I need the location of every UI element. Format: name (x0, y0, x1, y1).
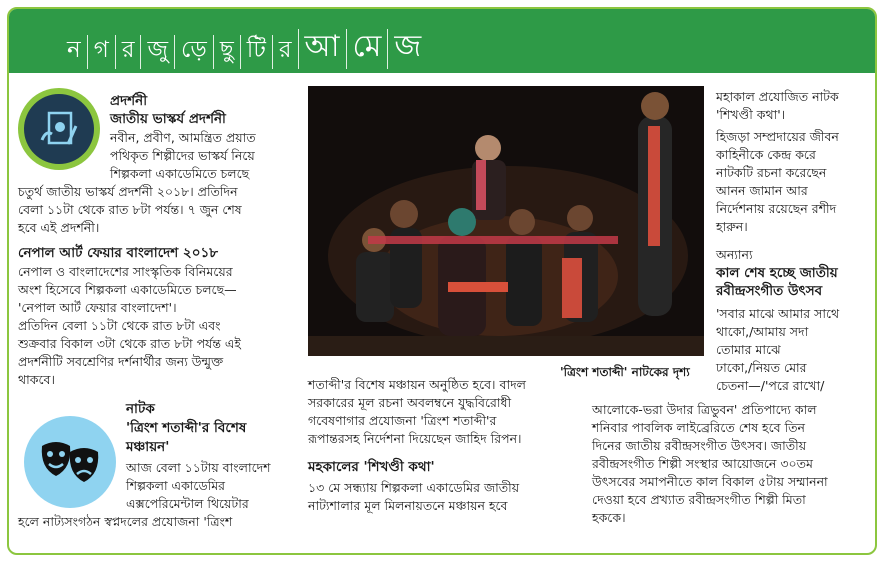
middle-line: সরকারের মূল রচনা অবলম্বনে যুদ্ধবিরোধী (308, 395, 512, 410)
festival-line: হককে। (592, 510, 626, 525)
theatre-masks-icon (24, 416, 116, 508)
header-letter: ড়ে (174, 35, 213, 69)
quote-line: 'সবার মাঝে আমার সাথে (716, 306, 840, 321)
quote-line: তোমার মাঝে (716, 342, 781, 357)
drama-section-title: নাটক (126, 401, 155, 417)
drama-title: মঞ্চায়ন' (126, 439, 170, 455)
right-line: আনন জামান আর (716, 183, 808, 198)
right-line: 'শিখণ্ডী কথা'। (716, 107, 786, 122)
festival-title: কাল শেষ হচ্ছে জাতীয় (716, 265, 838, 281)
drama-line: শিল্পকলা একাডেমির (126, 478, 226, 493)
nepal-line: নেপাল ও বাংলাদেশের সাংস্কৃতিক বিনিময়ের (18, 264, 233, 279)
festival-line: দিনের জাতীয় রবীন্দ্রসংগীত উৎসব। জাতীয় (592, 438, 807, 453)
quote-line: থাকো,/আমায় সদা (716, 324, 809, 339)
header-letter: র (115, 35, 141, 69)
mohakal-title: মহকালের 'শিখণ্ডী কথা' (308, 459, 435, 475)
header-letter: র (272, 35, 298, 69)
nepal-line: অংশ হিসেবে শিল্পকলা একাডেমিতে চলছে— (18, 282, 237, 297)
nepal-line: থাকবে। (18, 372, 55, 387)
right-line: নাটকটি রচনা করেছেন (716, 165, 827, 180)
header-title (61, 25, 427, 69)
header-letter: গ (87, 35, 115, 69)
header-letter: টি (240, 35, 272, 69)
right-line: হিজড়া সম্প্রদায়ের জীবন (716, 129, 839, 144)
stage-photo (308, 86, 704, 356)
nepal-line: প্রদর্শনীটি সবশ্রেণির দর্শনার্থীর জন্য উন্মুক্ত (18, 354, 224, 369)
exhibition-line: বেলা ১১টা থেকে রাত ৮টা পর্যন্ত। ৭ জুন শেষ (18, 202, 242, 217)
festival-line: শনিবার পাবলিক লাইব্রেরিতে শেষ হবে তিন (592, 420, 805, 435)
festival-line: উৎসবের সমাপনীতে কাল বিকাল ৫টায় সম্মাননা (592, 474, 828, 489)
festival-title: রবীন্দ্রসংগীত উৎসব (716, 283, 823, 299)
right-line: হারুন। (716, 219, 748, 234)
right-line: নির্দেশনায় রয়েছেন রশীদ (716, 201, 837, 216)
exhibition-title: জাতীয় ভাস্কর্য প্রদর্শনী (110, 111, 226, 127)
drama-line: আজ বেলা ১১টায় বাংলাদেশ (126, 460, 271, 475)
header-bar (9, 9, 875, 73)
middle-line: রূপান্তরসহ নির্দেশনা দিয়েছেন জাহিদ রিপন। (308, 431, 522, 446)
header-letter: ন (67, 37, 81, 63)
exhibition-line: পথিকৃত শিল্পীদের ভাস্কর্য নিয়ে (110, 148, 255, 163)
exhibition-line: নবীন, প্রবীণ, আমন্ত্রিত প্রয়াত (110, 130, 256, 145)
quote-line: ঢাকো,/নিয়ত মোর (716, 360, 807, 375)
middle-line: শতাব্দী'র বিশেষ মঞ্চায়ন অনুষ্ঠিত হবে। বাদল (308, 377, 526, 392)
exhibition-section-title: প্রদর্শনী (110, 93, 148, 109)
header-letter: ছু (213, 35, 240, 69)
nepal-fair-title: নেপাল আর্ট ফেয়ার বাংলাদেশ ২০১৮ (18, 245, 219, 261)
nepal-line: প্রতিদিন বেলা ১১টা থেকে রাত ৮টা এবং (18, 318, 221, 333)
photo-caption: 'ত্রিংশ শতাব্দী' নাটকের দৃশ্য (560, 365, 690, 379)
quote-line: চেতনা—/'পরে রাখো/ (716, 378, 825, 393)
palette-brush-icon (18, 88, 100, 170)
exhibition-line: চতুর্থ জাতীয় ভাস্কর্য প্রদর্শনী ২০১৮। প্রতিদিন (18, 184, 238, 199)
middle-line: গবেষণাগার প্রযোজনা 'ত্রিংশ শতাব্দী'র (308, 413, 497, 428)
right-line: কাহিনীকে কেন্দ্র করে (716, 147, 816, 162)
drama-line: এক্সপেরিমেন্টাল থিয়েটার (126, 496, 249, 511)
exhibition-line: শিল্পকলা একাডেমিতে চলছে (110, 166, 250, 181)
festival-line: দেওয়া হবে প্রখ্যাত রবীন্দ্রসংগীত শিল্পী মিতা (592, 492, 806, 507)
nepal-line: 'নেপাল আর্ট ফেয়ার বাংলাদেশ'। (18, 300, 177, 315)
header-letter: আ (298, 29, 346, 69)
mohakal-line: নাট্যশালার মূল মিলনায়তনে মঞ্চায়ন হবে (308, 498, 508, 513)
mohakal-line: ১৩ মে সন্ধ্যায় শিল্পকলা একাডেমির জাতীয় (308, 480, 520, 495)
festival-line: রবীন্দ্রসংগীত শিল্পী সংস্থার আয়োজনে ৩০তম (592, 456, 813, 471)
header-letter: মে (346, 29, 388, 69)
festival-line: আলোকে-ভরা উদার ত্রিভুবন' প্রতিপাদ্যে কাল (592, 402, 817, 417)
header-letter: জু (140, 35, 174, 69)
drama-title: 'ত্রিংশ শতাব্দী'র বিশেষ (126, 420, 247, 436)
exhibition-line: হবে এই প্রদর্শনী। (18, 220, 100, 235)
other-section-title: অন্যান্য (716, 247, 753, 262)
header-letter: জ (387, 29, 427, 69)
drama-line: হলে নাট্যসংগঠন স্বপ্নদলের প্রযোজনা 'ত্রিংশ (18, 514, 233, 529)
nepal-line: শুক্রবার বিকাল ৩টা থেকে রাত ৮টা পর্যন্ত এই (18, 336, 241, 351)
right-line: মহাকাল প্রযোজিত নাটক (716, 89, 839, 104)
